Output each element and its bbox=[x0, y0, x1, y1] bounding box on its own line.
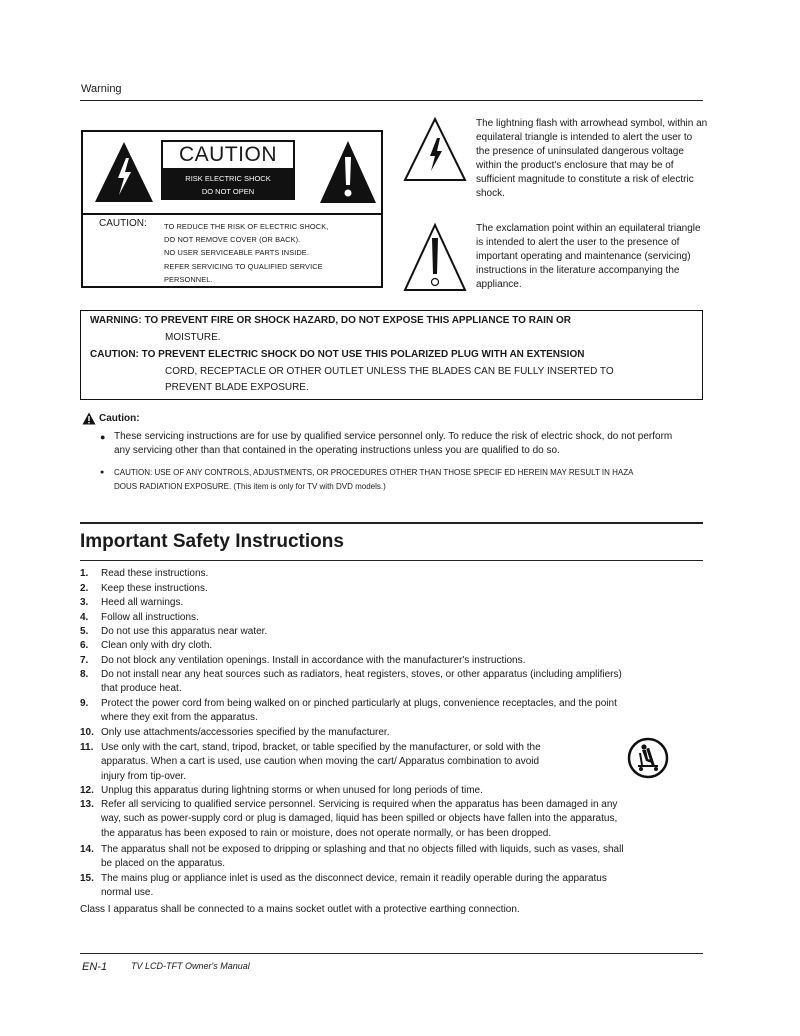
exclamation-symbol-icon bbox=[402, 222, 468, 294]
list-item-text: Read these instructions. bbox=[101, 568, 209, 579]
list-item-number: 9. bbox=[80, 698, 89, 709]
caution-label bbox=[81, 130, 383, 288]
warning-box bbox=[80, 310, 703, 400]
list-item-number: 10. bbox=[80, 727, 94, 738]
lightning-symbol-icon bbox=[402, 116, 468, 184]
lightning-triangle-icon bbox=[93, 140, 155, 204]
section-title: Important Safety Instructions bbox=[80, 531, 344, 552]
list-item-text: Do not install near any heat sources such as radiators, heat registers, stoves, or other apparatus (including amplifiers) that produce heat. bbox=[101, 669, 622, 695]
list-item-text: Keep these instructions. bbox=[101, 583, 208, 594]
warning-line-cont: MOISTURE. bbox=[165, 332, 221, 343]
caution-title: CAUTION bbox=[161, 140, 295, 170]
list-item-number: 13. bbox=[80, 799, 94, 810]
caution-plug-line-cont: CORD, RECEPTACLE OR OTHER OUTLET UNLESS THE BLADES CAN BE FULLY INSERTED TO bbox=[165, 366, 614, 377]
page-header-title: Warning bbox=[81, 83, 122, 95]
list-item-text: Unplug this apparatus during lightning storms or when unused for long periods of time. bbox=[101, 785, 483, 796]
caution-risk-line2: DO NOT OPEN bbox=[201, 187, 255, 196]
list-item-number: 8. bbox=[80, 669, 89, 680]
caution-plug-line-cont: PREVENT BLADE EXPOSURE. bbox=[165, 382, 309, 393]
list-item-text: The apparatus shall not be exposed to dripping or splashing and that no objects filled with liquids, such as vases, shall be placed on the apparatus. bbox=[101, 844, 624, 870]
caution-text-line: DO NOT REMOVE COVER (OR BACK). bbox=[164, 235, 301, 245]
list-item-text: Protect the power cord from being walked on or pinched particularly at plugs, convenience receptacles, and the point where they exit from the apparatus. bbox=[101, 698, 617, 724]
caution-text-line: NO USER SERVICEABLE PARTS INSIDE. bbox=[164, 248, 309, 258]
caution-label-top bbox=[83, 132, 381, 215]
cart-tipover-icon bbox=[627, 737, 669, 779]
list-item-text: Follow all instructions. bbox=[101, 612, 199, 623]
list-item-number: 1. bbox=[80, 568, 89, 579]
list-item-number: 4. bbox=[80, 612, 89, 623]
caution-risk-panel bbox=[161, 169, 295, 200]
list-item-text: Clean only with dry cloth. bbox=[101, 640, 213, 651]
list-item-number: 3. bbox=[80, 597, 89, 608]
exclamation-triangle-icon bbox=[318, 139, 378, 205]
list-item-number: 2. bbox=[80, 583, 89, 594]
list-item-text: Do not block any ventilation openings. Install in accordance with the manufacturer's instructions. bbox=[101, 655, 526, 666]
header-rule bbox=[80, 100, 703, 101]
list-item-text: Do not use this apparatus near water. bbox=[101, 626, 268, 637]
footer-page-number: EN-1 bbox=[82, 961, 108, 973]
list-item-number: 5. bbox=[80, 626, 89, 637]
exclamation-description: The exclamation point within an equilateral triangle is intended to alert the user to the presence of important operating and maintenance (servicing) instructions in the literature accompanying the appliance. bbox=[476, 223, 701, 290]
list-item-text: Use only with the cart, stand, tripod, bracket, or table specified by the manufacturer, or sold with the apparatus. When a cart is used, use caution when moving the cart/ Apparatus combination to avoid injury from tip-over. bbox=[101, 742, 541, 782]
list-item-number: 12. bbox=[80, 785, 94, 796]
section-rule-bottom bbox=[80, 560, 703, 561]
list-item-text: The mains plug or appliance inlet is used as the disconnect device, remain it readily operable during the apparatus normal use. bbox=[101, 873, 607, 899]
bullet-icon: ● bbox=[100, 469, 105, 476]
list-item-number: 11. bbox=[80, 742, 94, 753]
warning-triangle-icon bbox=[82, 412, 96, 425]
caution-note-item: CAUTION: USE OF ANY CONTROLS, ADJUSTMENTS, OR PROCEDURES OTHER THAN THOSE SPECIF ED HEREIN MAY RESULT IN HAZA DOUS RADIATION EXPOSURE. (This item is only for TV with DVD models.) bbox=[114, 468, 634, 491]
footer-manual-title: TV LCD-TFT Owner's Manual bbox=[131, 961, 250, 971]
list-item-number: 14. bbox=[80, 844, 94, 855]
list-item-number: 6. bbox=[80, 640, 89, 651]
list-item-text: Only use attachments/accessories specified by the manufacturer. bbox=[101, 727, 390, 738]
list-item-text: Heed all warnings. bbox=[101, 597, 184, 608]
caution-label-heading: CAUTION: bbox=[99, 218, 147, 229]
footer-rule bbox=[80, 953, 703, 954]
lightning-description: The lightning flash with arrowhead symbol, within an equilateral triangle is intended to alert the user to the presence of uninsulated dangerous voltage within the product's enclosure that may be of sufficient magnitude to constitute a risk of electric shock. bbox=[476, 118, 708, 199]
caution-text-line: PERSONNEL. bbox=[164, 274, 213, 284]
list-item-text: Refer all servicing to qualified service personnel. Servicing is required when the apparatus has been damaged in any way, such as power-supply cord or plug is damaged, liquid has been spilled or objects have fallen into the apparatus, the apparatus has been exposed to rain or moisture, does not operate normally, or has been dropped. bbox=[101, 799, 618, 839]
list-item-number: 7. bbox=[80, 655, 89, 666]
section-rule-top bbox=[80, 522, 703, 524]
list-item-number: 15. bbox=[80, 873, 94, 884]
caution-text-line: REFER SERVICING TO QUALIFIED SERVICE bbox=[164, 261, 323, 271]
class-note: Class I apparatus shall be connected to a mains socket outlet with a protective earthing connection. bbox=[80, 904, 520, 915]
caution-plug-line: CAUTION: TO PREVENT ELECTRIC SHOCK DO NOT USE THIS POLARIZED PLUG WITH AN EXTENSION bbox=[90, 349, 585, 360]
caution-notes-heading bbox=[82, 412, 140, 425]
warning-line: WARNING: TO PREVENT FIRE OR SHOCK HAZARD, DO NOT EXPOSE THIS APPLIANCE TO RAIN OR bbox=[90, 315, 571, 326]
caution-risk-line1: RISK ELECTRIC SHOCK bbox=[185, 174, 271, 183]
caution-label-text bbox=[164, 220, 328, 286]
caution-text-line: TO REDUCE THE RISK OF ELECTRIC SHOCK, bbox=[164, 222, 329, 231]
bullet-icon: ● bbox=[100, 432, 106, 442]
caution-note-item: These servicing instructions are for use by qualified service personnel only. To reduce the risk of electric shock, do not perform any servicing other than that contained in the operating instructions unless you are qualified to do so. bbox=[114, 431, 673, 456]
caution-notes-heading-text: Caution: bbox=[99, 413, 140, 424]
